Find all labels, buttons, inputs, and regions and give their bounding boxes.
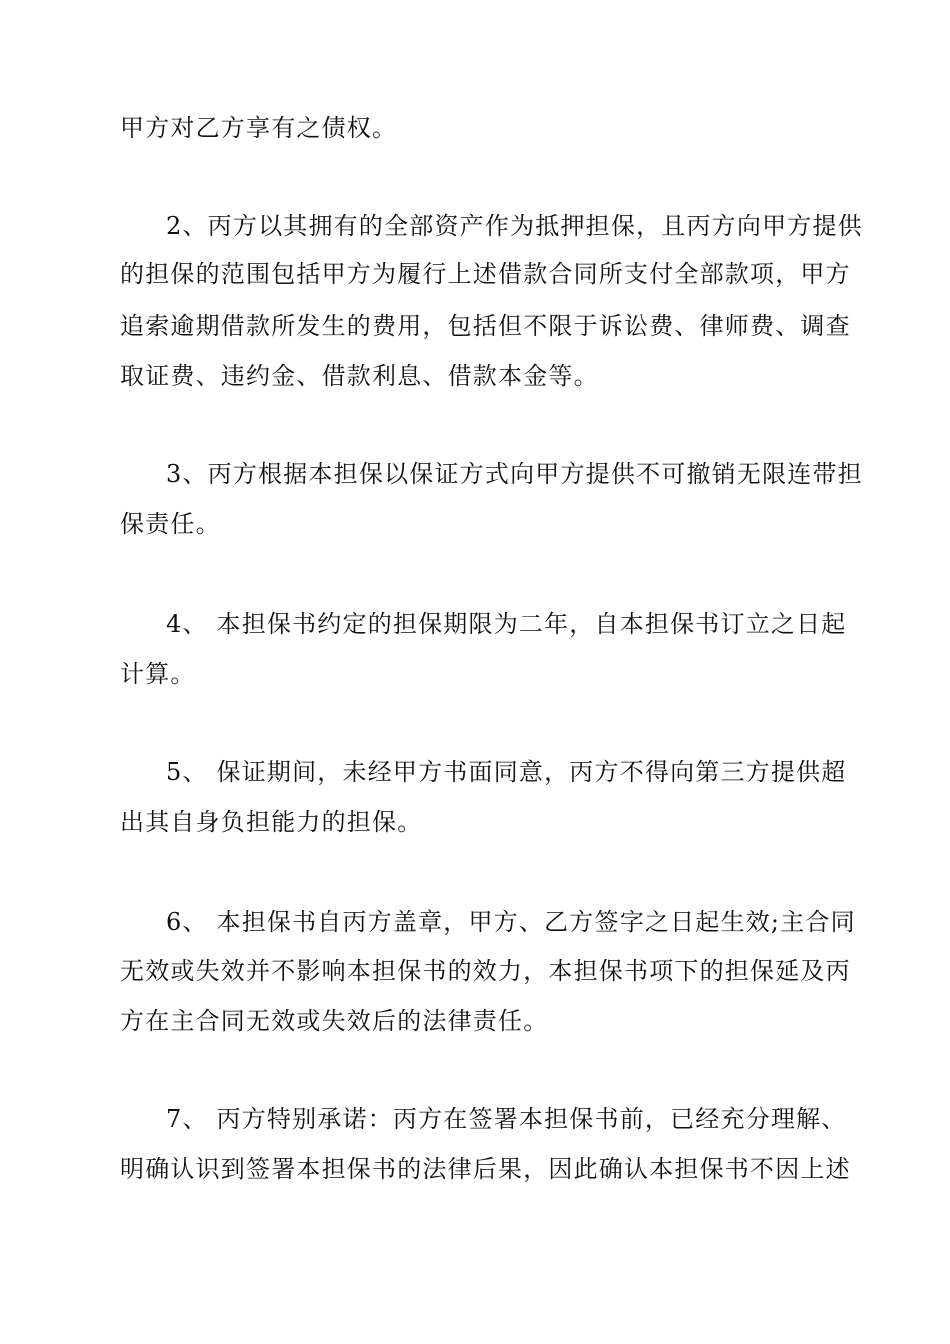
clause-7-line-1: 7、 丙方特别承诺：丙方在签署本担保书前，已经充分理解、 [166,1105,847,1133]
paragraph-1-line-1: 甲方对乙方享有之债权。 [120,114,398,142]
clause-2-line-4: 取证费、违约金、借款利息、借款本金等。 [120,362,599,390]
clause-6-line-1: 6、 本担保书自丙方盖章，甲方、乙方签字之日起生效;主合同 [166,908,856,936]
clause-2-line-3: 追索逾期借款所发生的费用，包括但不限于诉讼费、律师费、调查 [120,312,851,340]
clause-6-line-2: 无效或失效并不影响本担保书的效力，本担保书项下的担保延及丙 [120,957,851,985]
clause-3-line-2: 保责任。 [120,510,221,538]
clause-7-line-2: 明确认识到签署本担保书的法律后果，因此确认本担保书不因上述 [120,1155,851,1183]
clause-5-line-2: 出其自身负担能力的担保。 [120,808,423,836]
clause-6-line-3: 方在主合同无效或失效后的法律责任。 [120,1007,549,1035]
clause-4-line-2: 计算。 [120,660,196,688]
clause-3-line-1: 3、丙方根据本担保以保证方式向甲方提供不可撤销无限连带担 [166,460,863,488]
clause-2-line-2: 的担保的范围包括甲方为履行上述借款合同所支付全部款项，甲方 [120,260,851,288]
clause-4-line-1: 4、 本担保书约定的担保期限为二年，自本担保书订立之日起 [166,610,847,638]
clause-2-line-1: 2、丙方以其拥有的全部资产作为抵押担保，且丙方向甲方提供 [166,212,863,240]
clause-5-line-1: 5、 保证期间，未经甲方书面同意，丙方不得向第三方提供超 [166,758,847,786]
